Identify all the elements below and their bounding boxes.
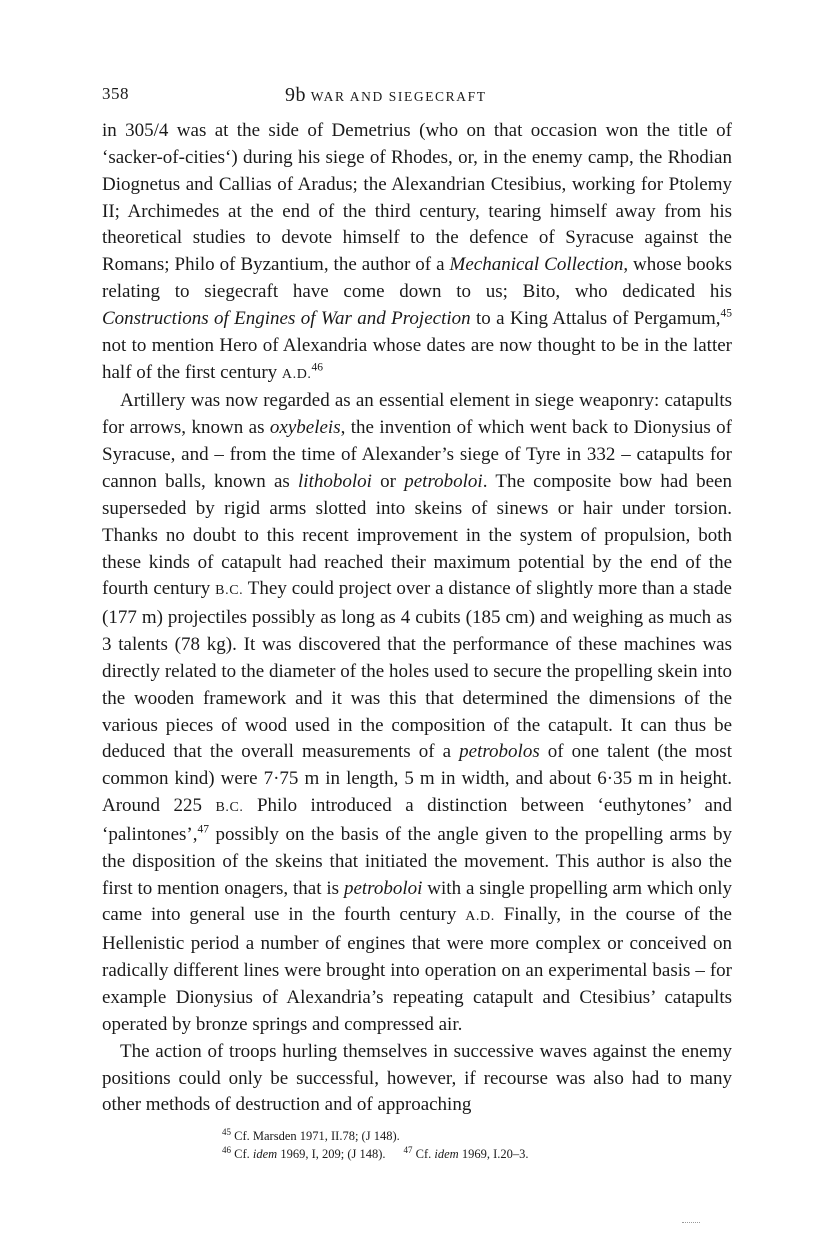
footnote-ref: 46 xyxy=(222,1145,231,1156)
text-run: They could project over a distance of slightly more than a stade (177 m) projectiles possibly as long as 4 cubits (185 cm) and weighing as much as 3 talents (78 kg). It was discovered that the performance of these machines was directly related to the diameter of the holes used to secure the propelling skein into the wooden framework and it was this that determined the dimensions of the various pieces of wood used in the composition of the catapult. It can thus be deduced that the overall measurements of a xyxy=(102,578,732,763)
italic-term: idem xyxy=(434,1147,459,1162)
paragraph xyxy=(102,1039,732,1120)
text-run: in 305/4 was at the side of Demetrius (who on that occasion won the title of ‘sacker-of-cities‘) during his siege of Rhodes, or, in the enemy camp, the Rhodian Diognetus and Callias of Aradus; the Alexandrian Ctesibius, working for Ptolemy II; Archimedes at the end of the third century, tearing himself away from his theoretical studies to devote himself to the defence of Syracuse against the Romans; Philo of Byzantium, the author of a xyxy=(102,120,732,276)
footnote-ref: 47 xyxy=(403,1145,413,1156)
text-run: The action of troops hurling themselves in successive waves against the enemy positions could only be successful, however, if recourse was also had to many other methods of destruction and of approaching xyxy=(102,1040,732,1116)
italic-term: petroboloi xyxy=(404,470,483,492)
text-run: 1969, I, 209; (J 148). xyxy=(277,1147,386,1162)
italic-term: Constructions of Engines of War and Projection xyxy=(102,307,471,329)
text-run: Cf. xyxy=(231,1147,253,1162)
italic-term: idem xyxy=(252,1147,278,1162)
footnote-ref: 47 xyxy=(197,823,210,836)
footnote-line xyxy=(222,1145,732,1163)
italic-term: petroboloi xyxy=(343,877,423,899)
footnote-ref: 45 xyxy=(222,1127,231,1138)
era-abbreviation: A.D. xyxy=(465,909,495,925)
footnote-ref: 45 xyxy=(720,307,732,320)
text-run: . The composite bow had been superseded by rigid arms slotted into skeins of sinews or hair under torsion. Thanks no doubt to this recent improvement in the system of propulsion, both these kinds of catapult had reached their maximum potential by the end of the fourth century xyxy=(102,470,732,600)
italic-term: petrobolos xyxy=(459,741,540,763)
italic-term: Mechanical Collection xyxy=(449,254,624,276)
running-head xyxy=(102,84,732,110)
text-run: with a single propelling arm which only came into general use in the fourth century xyxy=(102,877,733,926)
text-run: Artillery was now regarded as an essential element in siege weaponry: catapults for arrows, known as xyxy=(102,390,732,439)
text-run: Philo introduced a distinction between ‘euthytones’ and ‘palintones’, xyxy=(102,795,732,845)
text-run: Finally, in the course of the Hellenistic period a number of engines that were more complex or conceived on radically different lines were brought into operation on an experimental basis – for example Dionysius of Alexandria’s repeating catapult and Ctesibius’ catapults operated by bronze springs and compressed air. xyxy=(102,904,732,1035)
page-mark xyxy=(682,1218,700,1223)
footnote-line xyxy=(222,1127,732,1145)
text-run: of one talent (the most common kind) were 7·75 m in length, 5 m in width, and about 6·35 m in height. Around 225 xyxy=(102,741,732,817)
text-run: Cf. Marsden 1971, II.78; (J 148). xyxy=(231,1129,400,1144)
chapter-number: 9b xyxy=(285,84,306,106)
page-number: 358 xyxy=(102,84,129,103)
footnote-ref: 46 xyxy=(311,361,324,374)
body-text xyxy=(102,118,732,1119)
chapter-heading xyxy=(285,84,487,107)
paragraph xyxy=(102,388,732,1038)
text-run: , whose books relating to siegecraft have come down to us; Bito, who dedicated his xyxy=(102,254,732,303)
italic-term: oxybeleis xyxy=(269,417,341,439)
era-abbreviation: B.C. xyxy=(215,583,244,599)
book-page xyxy=(102,84,732,1163)
chapter-title: WAR AND SIEGECRAFT xyxy=(310,89,487,104)
paragraph xyxy=(102,118,732,388)
era-abbreviation: B.C. xyxy=(215,800,244,816)
text-run: 1969, I.20–3. xyxy=(458,1147,529,1162)
text-run: to a King Attalus of Pergamum, xyxy=(470,307,721,329)
text-run: not to mention Hero of Alexandria whose dates are now thought to be in the latter half of the first century xyxy=(102,334,732,383)
era-abbreviation: A.D. xyxy=(281,366,312,382)
text-run: possibly on the basis of the angle given to the propelling arms by the disposition of the skeins that initiated the movement. This author is also the first to mention onagers, that is xyxy=(102,823,732,899)
italic-term: lithoboloi xyxy=(298,470,372,492)
text-run: Cf. xyxy=(412,1147,435,1162)
footnotes xyxy=(222,1127,732,1163)
text-run: or xyxy=(371,470,405,492)
text-run: , the invention of which went back to Dionysius of Syracuse, and – from the time of Alexander’s siege of Tyre in 332 – catapults for cannon balls, known as xyxy=(102,417,732,492)
